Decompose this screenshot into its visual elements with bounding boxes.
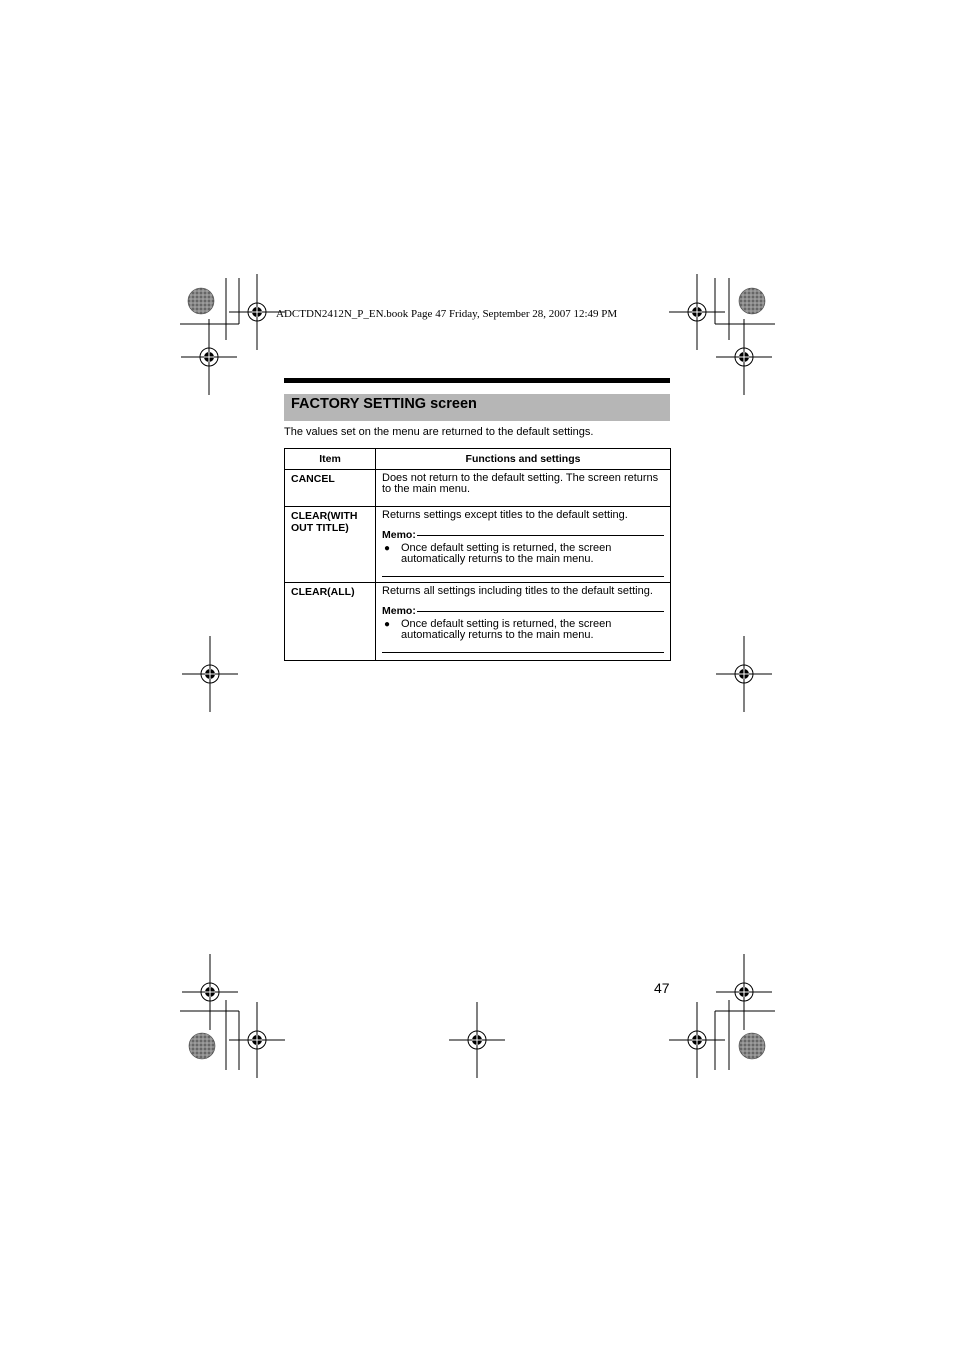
memo-label: Memo: [382,529,416,541]
table-row [285,507,671,583]
table-row [285,470,671,507]
section-intro: The values set on the menu are returned to the default settings. [284,426,594,438]
item-name [285,507,376,583]
page-number: 47 [654,980,670,996]
crop-mark-top-right [669,274,775,395]
memo-divider [417,611,664,612]
crop-mark-bottom-left [180,954,285,1078]
memo-end-line [382,576,664,577]
registration-mark-bottom-center [449,1002,505,1078]
memo-box [382,529,664,577]
memo-end-line [382,652,664,653]
item-name: CANCEL [285,470,376,507]
memo-item [382,619,664,641]
function-cell [376,583,671,661]
memo-text: Once default setting is returned, the screen automatically returns to the main menu. [401,542,612,565]
function-text: Returns all settings including titles to the default setting. [382,585,653,597]
memo-header [382,529,664,541]
section-rule [284,378,670,383]
registration-mark-right-middle [716,636,772,712]
header-functions: Functions and settings [376,449,671,470]
settings-table [284,448,671,661]
header-item: Item [285,449,376,470]
table-row [285,583,671,661]
memo-header [382,605,664,617]
item-name: CLEAR(ALL) [285,583,376,661]
crop-mark-bottom-right [669,954,775,1078]
bullet-icon: ● [384,619,391,630]
memo-label: Memo: [382,605,416,617]
memo-box [382,605,664,653]
table-header-row [285,449,671,470]
memo-text: Once default setting is returned, the screen automatically returns to the main menu. [401,618,612,641]
section-title: FACTORY SETTING screen [284,394,670,421]
crop-mark-top-left [180,274,285,395]
function-text: Does not return to the default setting. The screen returns to the main menu. [382,472,659,495]
function-cell [376,470,671,507]
memo-divider [417,535,664,536]
memo-item [382,543,664,565]
bullet-icon: ● [384,543,391,554]
print-file-info: ADCTDN2412N_P_EN.book Page 47 Friday, September 28, 2007 12:49 PM [276,308,618,320]
item-name-text: CLEAR(WITH OUT TITLE) [291,510,358,534]
function-text: Returns settings except titles to the default setting. [382,509,628,521]
function-cell [376,507,671,583]
registration-mark-left-middle [182,636,238,712]
